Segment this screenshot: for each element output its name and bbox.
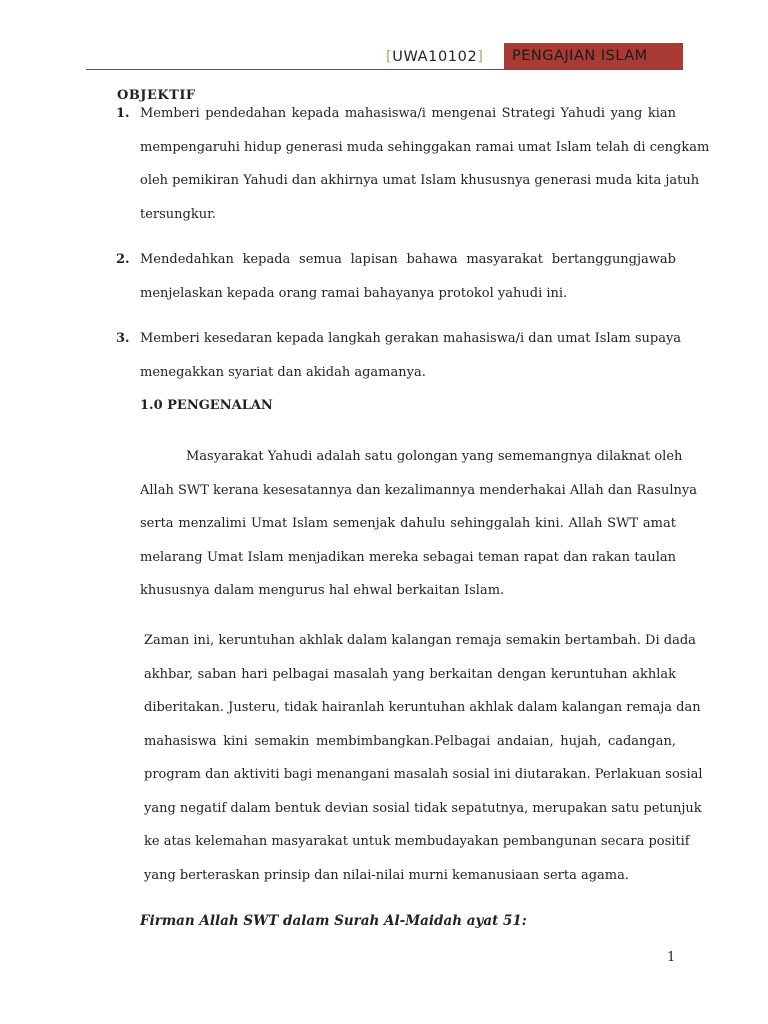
paragraph-line: yang berteraskan prinsip dan nilai-nilai murni kemanusiaan serta agama.	[144, 867, 630, 883]
header-bracket-close: ]	[477, 49, 484, 65]
paragraph-line: akhbar, saban hari pelbagai masalah yang berkaitan dengan keruntuhan akhlak	[144, 666, 676, 682]
paragraph-line: ke atas kelemahan masyarakat untuk membudayakan pembangunan secara positif	[144, 834, 690, 849]
paragraph-pengenalan	[140, 448, 697, 616]
objektif-item-line: mempengaruhi hidup generasi muda sehinggakan ramai umat Islam telah di cengkam	[140, 139, 710, 155]
paragraph-line: melarang Umat Islam menjadikan mereka sebagai teman rapat dan rakan taulan	[140, 549, 676, 565]
paragraph-line: Allah SWT kerana kesesatannya dan kezalimannya menderhakai Allah dan Rasulnya	[140, 482, 697, 498]
objektif-item-number: 3.	[116, 331, 130, 346]
objektif-item-line: oleh pemikiran Yahudi dan akhirnya umat Islam khususnya generasi muda kita jatuh	[140, 173, 700, 188]
header-bracket-open: [	[386, 49, 393, 65]
course-code: UWA10102	[392, 49, 478, 65]
paragraph-line: Masyarakat Yahudi adalah satu golongan yang sememangnya dilaknat oleh	[186, 449, 683, 464]
objektif-item-1	[116, 105, 710, 239]
header-course-name: PENGAJIAN ISLAM	[504, 43, 683, 69]
paragraph-line: khususnya dalam mengurus hal ehwal berkaitan Islam.	[140, 583, 505, 598]
objektif-item-line: Mendedahkan kepada semua lapisan bahawa masyarakat bertanggungjawab	[140, 252, 676, 267]
objektif-item-line: menjelaskan kepada orang ramai bahayanya protokol yahudi ini.	[140, 285, 568, 301]
objektif-item-line: menegakkan syariat dan akidah agamanya.	[140, 364, 426, 380]
objektif-item-line: Memberi pendedahan kepada mahasiswa/i mengenai Strategi Yahudi yang kian	[140, 106, 676, 121]
header-divider	[86, 69, 683, 70]
objektif-item-2	[116, 251, 676, 318]
paragraph-line: diberitakan. Justeru, tidak hairanlah keruntuhan akhlak dalam kalangan remaja dan	[144, 700, 701, 715]
objektif-item-number: 1.	[116, 106, 130, 121]
paragraph-line: serta menzalimi Umat Islam semenjak dahulu sehinggalah kini. Allah SWT amat	[140, 516, 676, 531]
objektif-item-line: Memberi kesedaran kepada langkah gerakan mahasiswa/i dan umat Islam supaya	[140, 331, 682, 346]
objektif-item-number: 2.	[116, 252, 130, 267]
page-number: 1	[667, 950, 676, 965]
section-title: 1.0 PENGENALAN	[140, 398, 273, 413]
paragraph-line: mahasiswa kini semakin membimbangkan.Pelbagai andaian, hujah, cadangan,	[144, 733, 676, 749]
objektif-item-3	[116, 330, 682, 397]
paragraph-line: yang negatif dalam bentuk devian sosial tidak sepatutnya, merupakan satu petunjuk	[144, 800, 702, 816]
paragraph-akhlak	[144, 632, 703, 900]
firman-heading: Firman Allah SWT dalam Surah Al-Maidah ayat 51:	[140, 913, 527, 929]
objektif-item-line: tersungkur.	[140, 206, 217, 222]
objektif-title: OBJEKTIF	[117, 88, 196, 103]
paragraph-line: program dan aktiviti bagi menangani masalah sosial ini diutarakan. Perlakuan sosial	[144, 767, 703, 782]
header-course-code	[386, 46, 484, 68]
paragraph-line: Zaman ini, keruntuhan akhlak dalam kalangan remaja semakin bertambah. Di dada	[144, 633, 696, 648]
